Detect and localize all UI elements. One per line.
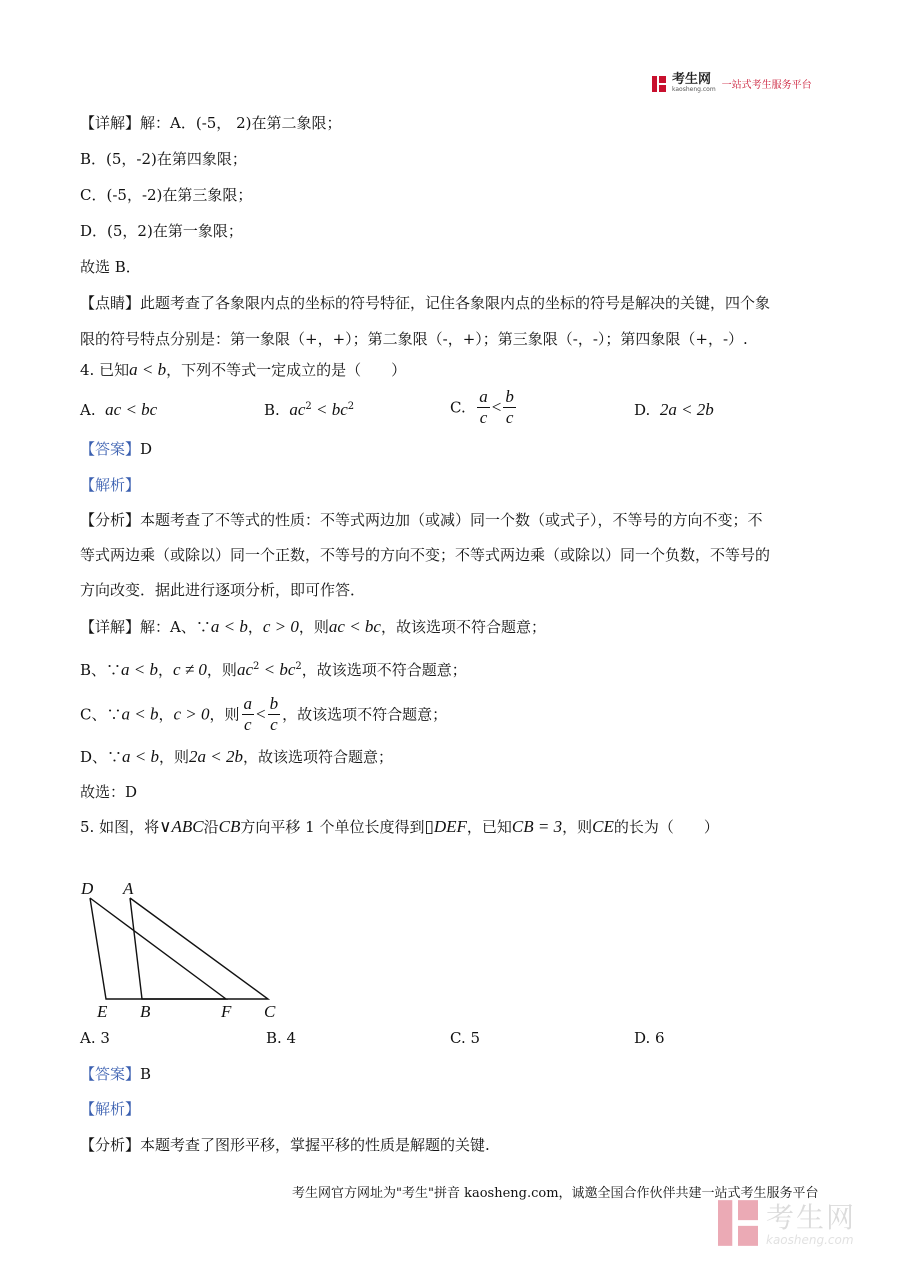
detail-line-b: B．(5，-2)在第四象限； <box>80 150 247 168</box>
choose-b-line: 故选 B． <box>80 258 141 276</box>
q4-stem: 4. 已知a < b，下列不等式一定成立的是（ ） <box>80 360 407 379</box>
q4-final: 故选：D <box>80 783 138 801</box>
label-b: B <box>140 1002 151 1021</box>
watermark <box>718 1200 856 1250</box>
header-logo <box>652 74 812 93</box>
q4-analysis-2: 等式两边乘（或除以）同一个正数，不等号的方向不变；不等式两边乘（或除以）同一个负数，不等号的 <box>80 546 771 564</box>
triangle-def <box>90 898 226 999</box>
q4-answer: 【答案】D <box>80 440 153 458</box>
q4-detail-d: D、∵a < b，则2a < 2b，故该选项符合题意； <box>80 747 394 766</box>
q5-option-a: A. 3 <box>80 1029 110 1047</box>
q4-detail-b: B、∵a < b，c ≠ 0，则$ac^2 < bc^2$，故该选项不符合题意； <box>80 660 467 679</box>
q4-analysis-tag: 【解析】 <box>80 476 141 494</box>
q4-option-d: D. 2a < 2b <box>634 400 714 419</box>
label-c: C <box>264 1002 276 1021</box>
translation-figure <box>78 876 288 1022</box>
q5-answer: 【答案】B <box>80 1065 152 1083</box>
watermark-url: kaosheng.com <box>766 1233 854 1247</box>
detail-line-c: C．(-5，-2)在第三象限； <box>80 186 253 204</box>
q4-detail-c: C、∵a < b，c > 0，则 $\frac{a}{c}$ < $\frac{b}{c}$ ，故该选项不符合题意； <box>80 694 448 734</box>
label-f: F <box>221 1002 232 1021</box>
q5-analysis-tag: 【解析】 <box>80 1100 141 1118</box>
label-a: A <box>123 879 134 898</box>
label-d: D <box>81 879 94 898</box>
q5-stem: 5. 如图，将∨ABC沿CB方向平移 1 个单位长度得到▯DEF，已知CB = 3，则CE的长为（ ） <box>80 817 719 836</box>
q5-option-b: B. 4 <box>266 1029 297 1047</box>
q5-analysis: 【分析】本题考查了图形平移，掌握平移的性质是解题的关键. <box>80 1136 490 1154</box>
q5-option-c: C. 5 <box>450 1029 481 1047</box>
logo-url: kaosheng.com <box>672 86 716 93</box>
q5-option-d: D. 6 <box>634 1029 665 1047</box>
logo-brand: 考生网 <box>672 72 712 87</box>
detail-line-a: 【详解】解：A．(-5， 2)在第二象限； <box>80 114 342 132</box>
logo-slogan: 一站式考生服务平台 <box>721 80 812 91</box>
kaosheng-logo-icon <box>652 76 666 92</box>
watermark-logo-icon <box>718 1200 758 1250</box>
q4-option-c: C. $\frac{a}{c}$ < $\frac{b}{c}$ <box>450 387 514 427</box>
q4-option-a: A. ac < bc <box>80 400 158 419</box>
footer-text: 考生网官方网址为"考生"拼音 kaosheng.com，诚邀全国合作伙伴共建一站式考生服务平台 <box>292 1186 819 1201</box>
detail-line-d: D．(5，2)在第一象限； <box>80 222 243 240</box>
label-e: E <box>97 1002 108 1021</box>
q4-analysis-1: 【分析】本题考查了不等式的性质：不等式两边加（或减）同一个数（或式子），不等号的方向不变；不 <box>80 511 763 529</box>
q4-detail-a: 【详解】解：A、∵a < b，c > 0，则ac < bc，故该选项不符合题意； <box>80 617 546 636</box>
q4-option-b: B. $ac^2 < bc^2$ <box>264 400 355 419</box>
dianjing-line-2: 限的符号特点分别是：第一象限（+，+）；第二象限（-，+）；第三象限（-，-）；第四象限（+，-）. <box>80 330 748 348</box>
triangle-abc <box>130 898 268 999</box>
watermark-name: 考生网 <box>766 1201 857 1234</box>
dianjing-line-1: 【点睛】此题考查了各象限内点的坐标的符号特征，记住各象限内点的坐标的符号是解决的关键，四个象 <box>80 294 771 312</box>
q4-analysis-3: 方向改变．据此进行逐项分析，即可作答． <box>80 581 366 599</box>
